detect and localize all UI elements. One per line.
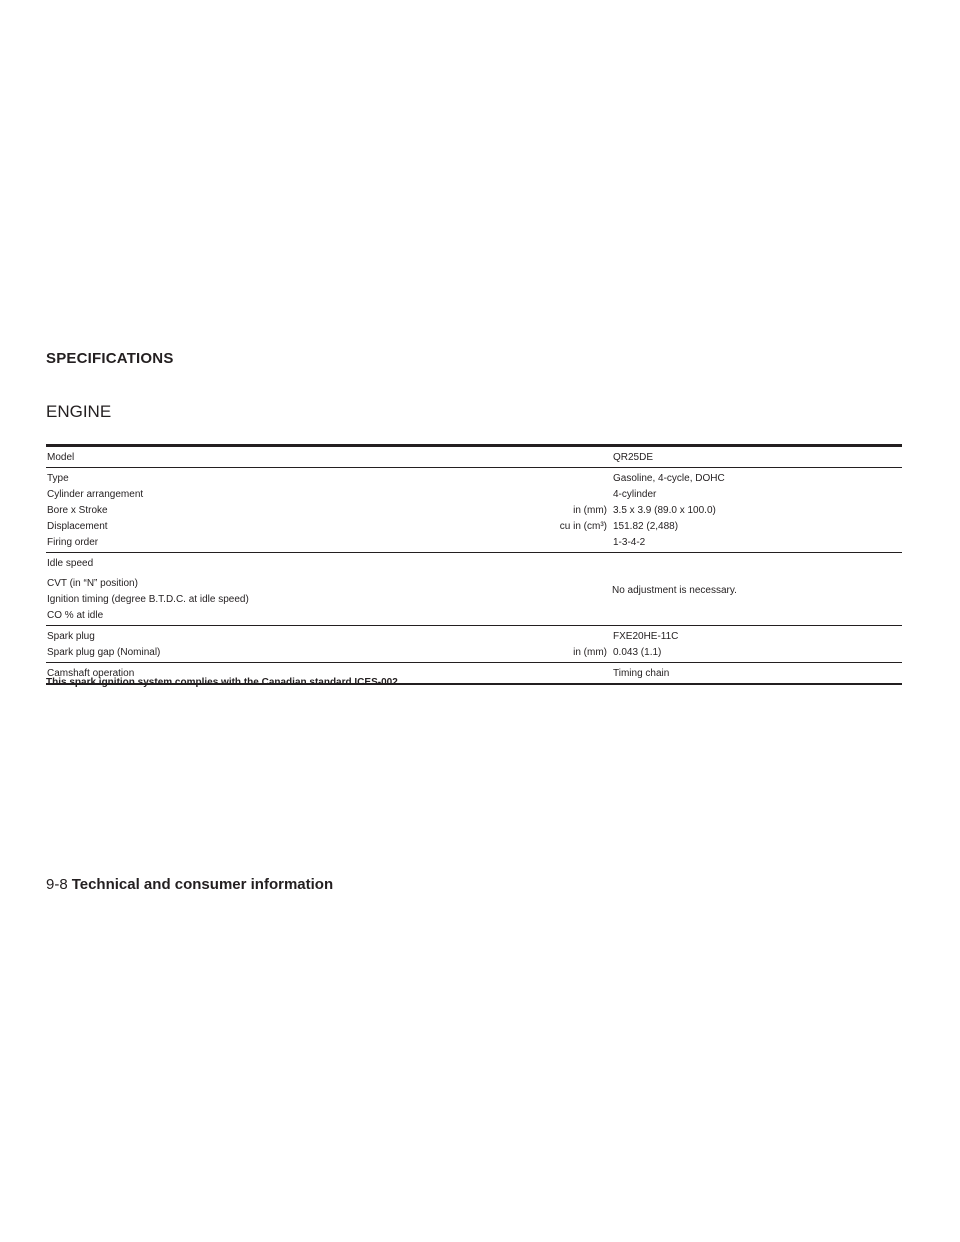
page-number: 9-8 xyxy=(46,876,68,893)
row-label: Idle speed xyxy=(47,558,94,569)
engine-spec-table xyxy=(46,444,902,685)
row-label: CO % at idle xyxy=(47,610,104,621)
row-value: Timing chain xyxy=(613,668,670,679)
table-row xyxy=(46,471,902,487)
row-value: 1-3-4-2 xyxy=(613,537,646,548)
row-value: FXE20HE-11C xyxy=(613,631,679,642)
row-label: Cylinder arrangement xyxy=(47,489,144,500)
table-row xyxy=(46,450,902,466)
table-row xyxy=(46,487,902,503)
row-unit: cu in (cm³) xyxy=(559,521,607,532)
table-group-model xyxy=(46,447,902,467)
row-value: QR25DE xyxy=(613,452,654,463)
row-label: Type xyxy=(47,473,69,484)
chapter-title: Technical and consumer information xyxy=(71,876,334,893)
row-label: Firing order xyxy=(47,537,99,548)
row-value: Gasoline, 4-cycle, DOHC xyxy=(613,473,725,484)
merged-value: No adjustment is necessary. xyxy=(612,584,737,596)
row-label: Displacement xyxy=(47,521,108,532)
table-group-idle xyxy=(46,552,902,625)
row-unit: in (mm) xyxy=(573,505,607,516)
row-value: 4-cylinder xyxy=(613,489,657,500)
table-group-spark-plug xyxy=(46,625,902,662)
row-label: Model xyxy=(47,452,75,463)
row-unit: in (mm) xyxy=(573,647,607,658)
row-value: 0.043 (1.1) xyxy=(613,647,662,658)
row-label: Spark plug xyxy=(47,631,95,642)
row-label: Ignition timing (degree B.T.D.C. at idle speed) xyxy=(47,594,249,605)
page-footer xyxy=(46,876,333,893)
table-row xyxy=(46,535,902,551)
table-row xyxy=(46,503,902,519)
row-label: Bore x Stroke xyxy=(47,505,108,516)
row-label: Camshaft operation xyxy=(47,668,135,679)
table-group-engine xyxy=(46,467,902,552)
row-value: 3.5 x 3.9 (89.0 x 100.0) xyxy=(613,505,716,516)
table-row xyxy=(46,629,902,645)
table-row xyxy=(46,645,902,661)
subsection-title: ENGINE xyxy=(46,402,112,421)
table-row xyxy=(46,519,902,535)
row-label: Spark plug gap (Nominal) xyxy=(47,647,161,658)
section-title: SPECIFICATIONS xyxy=(46,350,174,367)
row-label: CVT (in “N” position) xyxy=(47,578,138,589)
merged-labels xyxy=(46,556,606,624)
compliance-note: This spark ignition system complies with the Canadian standard ICES-002. xyxy=(46,677,401,688)
row-value: 151.82 (2,488) xyxy=(613,521,679,532)
